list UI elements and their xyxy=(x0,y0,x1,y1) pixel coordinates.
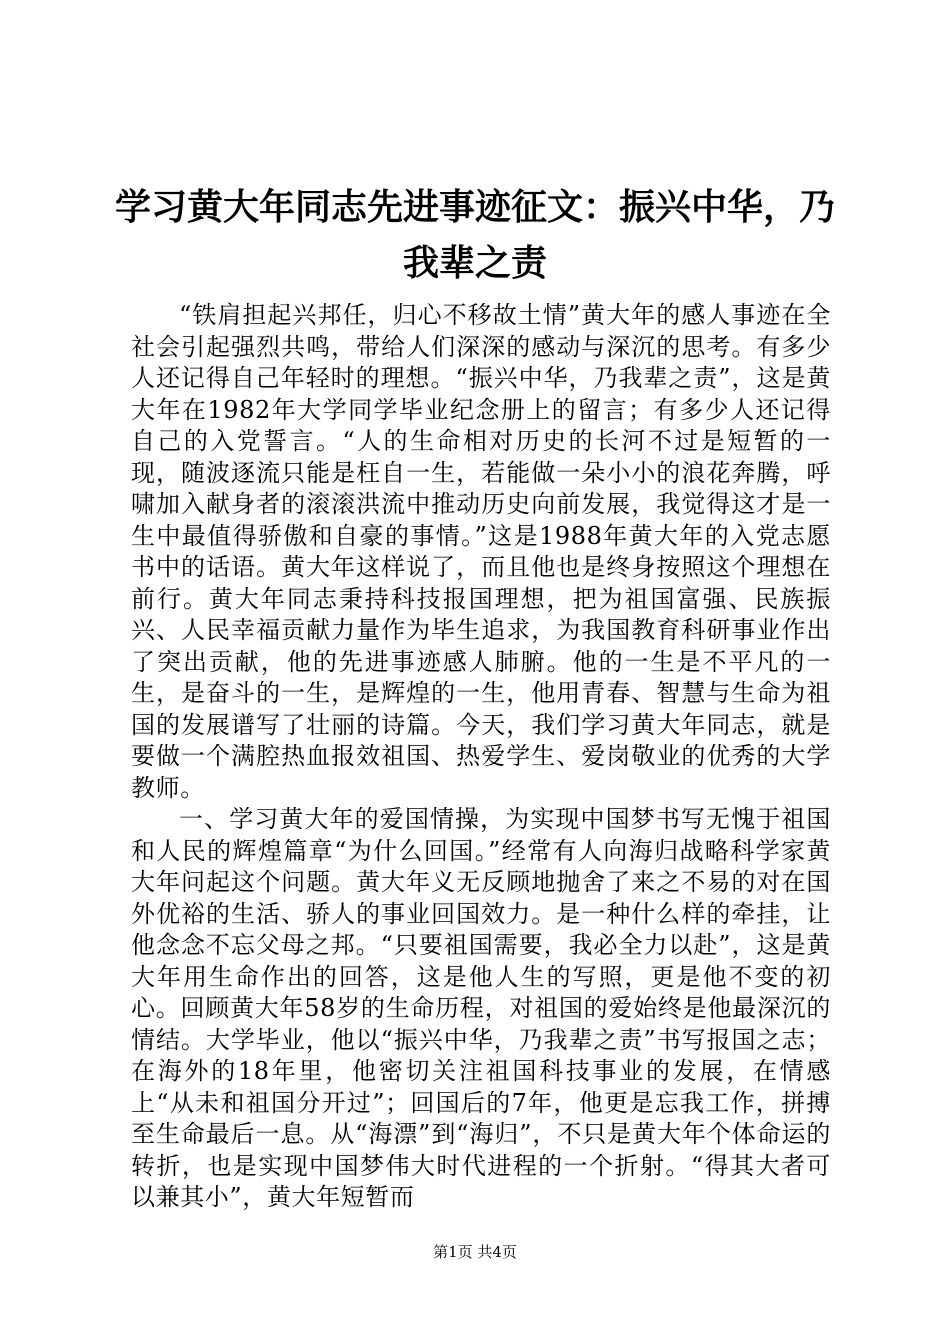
document-title: 学习黄大年同志先进事迹征文：振兴中华，乃我辈之责 xyxy=(115,187,836,284)
paragraph-section-one: 一、学习黄大年的爱国情操，为实现中国梦书写无愧于祖国和人民的辉煌篇章“为什么回国。”经常有人向海归战略科学家黄大年问起这个问题。黄大年义无反顾地抛舍了来之不易的对在国外优裕的生活、骄人的事业回国效力。是一种什么样的牵挂，让他念念不忘父母之邦。“只要祖国需要，我必全力以赴”，这是黄大年用生命作出的回答，这是他人生的写照，更是他不变的初心。回顾黄大年58岁的生命历程，对祖国的爱始终是他最深沉的情结。大学毕业，他以“振兴中华，乃我辈之责”书写报国之志；在海外的18年里，他密切关注祖国科技事业的发展，在情感上“从未和祖国分开过”；回国后的7年，他更是忘我工作，拼搏至生命最后一息。从“海漂”到“海归”，不只是黄大年个体命运的转折，也是实现中国梦伟大时代进程的一个折射。“得其大者可以兼其小”，黄大年短暂而 xyxy=(131,805,831,1211)
paragraph-intro: “铁肩担起兴邦任，归心不移故土情”黄大年的感人事迹在全社会引起强烈共鸣，带给人们深深的感动与深沉的思考。有多少人还记得自己年轻时的理想。“振兴中华，乃我辈之责”，这是黄大年在1982年大学同学毕业纪念册上的留言；有多少人还记得自己的入党誓言。“人的生命相对历史的长河不过是短暂的一现，随波逐流只能是枉自一生，若能做一朵小小的浪花奔腾，呼啸加入献身者的滚滚洪流中推动历史向前发展，我觉得这才是一生中最值得骄傲和自豪的事情。”这是1988年黄大年的入党志愿书中的话语。黄大年这样说了，而且他也是终身按照这个理想在前行。黄大年同志秉持科技报国理想，把为祖国富强、民族振兴、人民幸福贡献力量作为毕生追求，为我国教育科研事业作出了突出贡献，他的先进事迹感人肺腑。他的一生是不平凡的一生，是奋斗的一生，是辉煌的一生，他用青春、智慧与生命为祖国的发展谱写了壮丽的诗篇。今天，我们学习黄大年同志，就是要做一个满腔热血报效祖国、热爱学生、爱岗敬业的优秀的大学教师。 xyxy=(131,301,831,802)
page-number-footer: 第1页 共4页 xyxy=(433,1243,517,1261)
document-body xyxy=(131,300,831,1214)
